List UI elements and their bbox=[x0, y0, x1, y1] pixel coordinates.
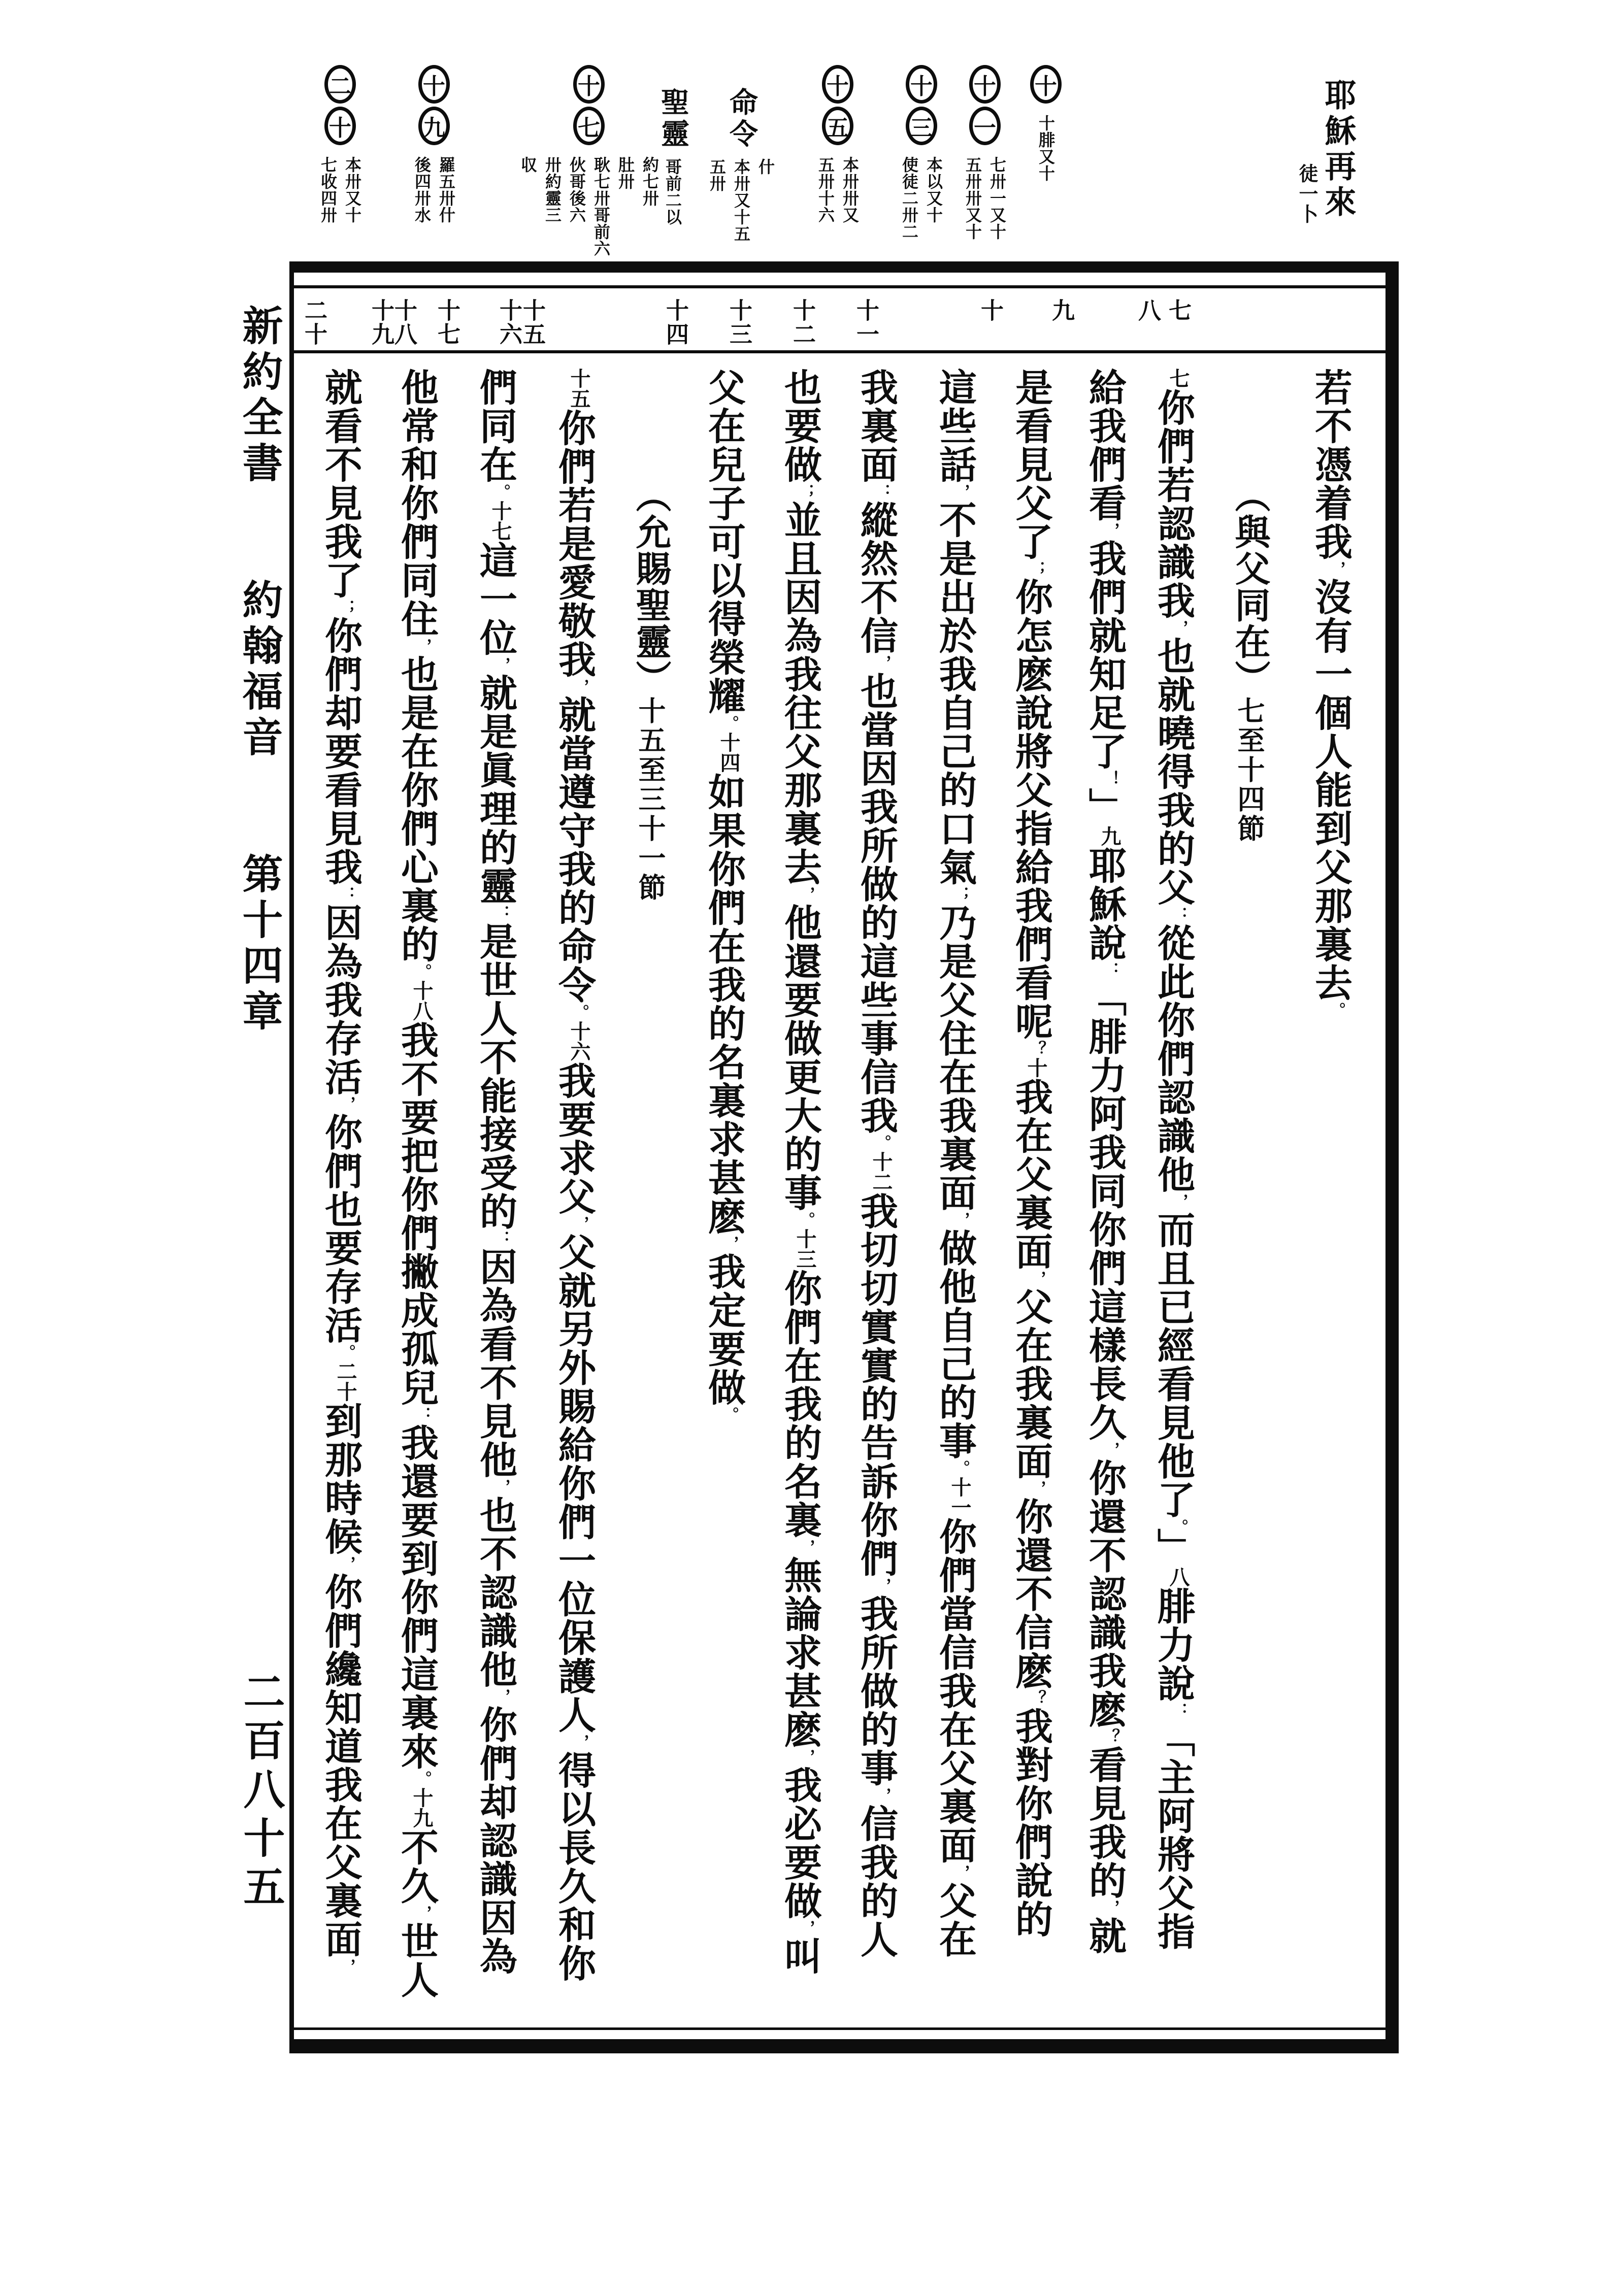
scripture-column bbox=[545, 368, 602, 2023]
annotation-group bbox=[1030, 65, 1062, 182]
circled-verse-number: 十 bbox=[324, 107, 356, 145]
inline-verse-number: 十二 bbox=[870, 1151, 893, 1192]
circled-verse-number: 一 bbox=[969, 107, 1001, 145]
scripture-column bbox=[467, 368, 523, 2023]
circled-verse-number: 十 bbox=[822, 65, 853, 104]
band-verse-number: 十 bbox=[977, 298, 1003, 322]
scripture-text: 耶穌說：「腓力阿我同你們這樣長久，你還不認識我麽？看見我的，就 bbox=[1083, 846, 1125, 1955]
scripture-text: 我在父裏面，父在我裏面，你還不信麽？我對你們說的 bbox=[1010, 1078, 1051, 1939]
punctuation: ： bbox=[338, 886, 355, 904]
section-heading: （允賜聖靈） bbox=[631, 477, 670, 696]
annotation-reference: 五卅卅又十 bbox=[964, 156, 982, 240]
punctuation: ， bbox=[1028, 1271, 1046, 1288]
inline-verse-number: 十六 bbox=[568, 1021, 590, 1062]
spine-title: 新約全書 約翰福音 第十四章 bbox=[236, 305, 281, 1036]
section-heading: （與父同在） bbox=[1230, 477, 1269, 696]
band-verse-number: 七 bbox=[1165, 298, 1191, 322]
scripture-text: 你們在我的名裏，無論求甚麽，我必要做，叫 bbox=[779, 1269, 820, 1976]
punctuation: ， bbox=[873, 1578, 891, 1595]
inline-verse-number: 二十 bbox=[334, 1361, 357, 1402]
punctuation: ， bbox=[338, 1096, 355, 1113]
scripture-column bbox=[312, 368, 369, 2023]
inline-verse-number: 十七 bbox=[489, 501, 512, 542]
punctuation: ， bbox=[1170, 1193, 1188, 1211]
punctuation: ； bbox=[952, 886, 970, 904]
punctuation: ， bbox=[721, 1236, 739, 1253]
circled-verse-number: 十 bbox=[573, 65, 605, 104]
section-heading-column bbox=[1220, 368, 1277, 2023]
punctuation: ： bbox=[492, 1230, 510, 1248]
annotation-references bbox=[518, 156, 660, 257]
annotation-group bbox=[412, 65, 456, 223]
circled-verse-number: 三 bbox=[906, 107, 937, 145]
punctuation: ？ bbox=[1028, 1690, 1046, 1707]
punctuation: ， bbox=[797, 1539, 815, 1556]
scripture-text: 這些話，不是出於我自己的口氣；乃是父住在我裏面，做他自己的事。 bbox=[934, 368, 975, 1477]
annotation-group bbox=[899, 65, 944, 240]
punctuation: ； bbox=[338, 600, 355, 617]
annotation-reference: 収 bbox=[519, 156, 537, 173]
inline-verse-number: 十一 bbox=[948, 1477, 971, 1518]
punctuation: 。 bbox=[721, 1407, 739, 1424]
scripture-text: 也要做；並且因為我往父那裏去，他還要做更大的事。 bbox=[779, 368, 820, 1229]
scripture-text: 不久，世人 bbox=[395, 1828, 437, 2000]
annotation-reference: 本卅又十五 bbox=[732, 158, 750, 242]
scripture-text: 腓力說：「主阿將父指 bbox=[1152, 1586, 1194, 1951]
scripture-column bbox=[388, 368, 445, 2023]
punctuation: ， bbox=[571, 1734, 589, 1751]
inline-verse-number: 十四 bbox=[717, 732, 740, 773]
punctuation: ， bbox=[492, 1479, 510, 1496]
annotation-reference: 五卅十六 bbox=[816, 156, 835, 223]
circled-verse-number: 十 bbox=[418, 65, 450, 104]
verse-band-rule bbox=[294, 350, 1385, 353]
punctuation: 。 bbox=[873, 1135, 891, 1152]
annotation-group bbox=[518, 65, 660, 257]
punctuation: ？ bbox=[1028, 1041, 1046, 1058]
punctuation: ： bbox=[1170, 907, 1188, 924]
scripture-text: 到那時候，你們纔知道我在父裏面， bbox=[319, 1402, 361, 1976]
annotation-references bbox=[1036, 115, 1056, 182]
annotation-catchword: 聖靈 bbox=[657, 87, 688, 150]
annotation-reference: 本卅又十 bbox=[343, 156, 361, 223]
circled-verse-number: 十 bbox=[969, 65, 1001, 104]
annotation-reference: 伙哥後六 bbox=[568, 156, 586, 223]
circled-verse-number: 十 bbox=[1030, 65, 1062, 104]
punctuation: ， bbox=[797, 886, 815, 904]
scripture-column bbox=[1144, 368, 1201, 2023]
running-head-title: 耶穌再來 bbox=[1320, 79, 1355, 221]
running-head-reference: 徒一卜 bbox=[1296, 163, 1317, 224]
punctuation: ； bbox=[797, 484, 815, 501]
band-verse-number: 十四 bbox=[663, 298, 688, 346]
inline-verse-number: 十九 bbox=[410, 1787, 433, 1828]
punctuation: ！ bbox=[1102, 771, 1119, 788]
page-number: 二百八十五 bbox=[238, 1670, 284, 1914]
scripture-column bbox=[1002, 368, 1059, 2023]
annotation-group bbox=[318, 65, 362, 223]
punctuation: ， bbox=[338, 1556, 355, 1573]
punctuation: ， bbox=[414, 638, 432, 655]
annotation-reference: 哥前二以 bbox=[664, 158, 682, 225]
scripture-text: 如果你們在我的名裏求甚麽，我定要做。 bbox=[703, 773, 744, 1424]
section-verse-range: 七至十四節 bbox=[1234, 696, 1264, 844]
punctuation: ， bbox=[571, 679, 589, 696]
punctuation: ？ bbox=[1102, 1728, 1119, 1746]
punctuation: 。 bbox=[721, 715, 739, 733]
punctuation: ： bbox=[414, 1407, 432, 1424]
scripture-text: 你們若是愛敬我，就當遵守我的命令。 bbox=[553, 409, 595, 1021]
punctuation: ： bbox=[1102, 962, 1119, 979]
annotation-group bbox=[707, 65, 776, 242]
punctuation: ， bbox=[873, 1787, 891, 1805]
scripture-text: 我要求父，父就另外賜給你們一位保護人，得以長久和你 bbox=[553, 1061, 595, 1983]
scripture-text: 這一位，就是眞理的靈：是世人不能接受的：因為看不見他，也不認識他，你們却認識因為 bbox=[474, 541, 516, 1976]
scripture-text: 若不憑着我，沒有一個人能到父那裏去。 bbox=[1309, 368, 1351, 1019]
annotation-reference: 後四卅水 bbox=[413, 156, 431, 223]
section-verse-range: 十五至三十一節 bbox=[635, 696, 665, 903]
scripture-text: 你們若認識我，也就曉得我的父：從此你們認識他，而且已經看見他了。」 bbox=[1152, 388, 1194, 1567]
scripture-column bbox=[1302, 368, 1359, 2023]
punctuation: ， bbox=[797, 1920, 815, 1937]
band-verse-number: 十九 bbox=[368, 298, 393, 346]
annotation-references bbox=[663, 158, 683, 225]
punctuation: ， bbox=[1102, 1900, 1119, 1917]
scripture-text: 你們當信我在父裏面，父在 bbox=[934, 1517, 975, 1959]
circled-verse-number: 二 bbox=[324, 65, 356, 104]
scripture-text: 給我們看，我們就知足了！」 bbox=[1083, 368, 1125, 826]
band-verse-number: 八 bbox=[1135, 298, 1160, 322]
punctuation: ， bbox=[952, 484, 970, 501]
scripture-text: 就看不見我了；你們却要看見我：因為我存活，你們也要存活。 bbox=[319, 368, 361, 1361]
inline-verse-number: 十五 bbox=[568, 368, 590, 409]
annotation-reference: 肚卅 bbox=[616, 156, 635, 190]
annotation-references bbox=[707, 158, 776, 242]
band-verse-number: 十二 bbox=[789, 298, 815, 346]
annotation-references bbox=[899, 156, 944, 240]
scripture-text: 父在兒子可以得榮耀。 bbox=[703, 368, 744, 733]
scripture-text: 是看見父了；你怎麽說將父指給我們看呢？ bbox=[1010, 368, 1051, 1058]
punctuation: 。 bbox=[414, 1771, 432, 1788]
punctuation: 。 bbox=[338, 1344, 355, 1361]
punctuation: 。 bbox=[952, 1460, 970, 1477]
circled-verse-number: 十 bbox=[906, 65, 937, 104]
band-verse-number: 十一 bbox=[853, 298, 878, 346]
punctuation: ， bbox=[952, 1212, 970, 1229]
scripture-column bbox=[926, 368, 983, 2023]
punctuation: ， bbox=[492, 657, 510, 674]
punctuation: ， bbox=[414, 1905, 432, 1922]
punctuation: ， bbox=[873, 655, 891, 672]
punctuation: 。 bbox=[1328, 1002, 1345, 1019]
scripture-column bbox=[695, 368, 752, 2023]
punctuation: 。 bbox=[797, 1212, 815, 1229]
band-verse-number: 十五 bbox=[519, 298, 545, 346]
annotation-catchword: 命令 bbox=[725, 87, 757, 150]
band-verse-number: 十三 bbox=[726, 298, 751, 346]
annotation-reference: 約七卅 bbox=[641, 156, 659, 207]
punctuation: ， bbox=[338, 1958, 355, 1976]
punctuation: ， bbox=[571, 1216, 589, 1233]
circled-verse-number: 九 bbox=[418, 107, 450, 145]
punctuation: ， bbox=[1028, 1480, 1046, 1498]
scripture-text: 我裏面：縱然不信，也當因我所做的這些事信我。 bbox=[855, 368, 897, 1152]
inline-verse-number: 十八 bbox=[410, 980, 433, 1021]
band-verse-number: 二十 bbox=[301, 298, 326, 346]
annotation-reference: 卅約靈三 bbox=[543, 156, 562, 223]
punctuation: 。 bbox=[414, 963, 432, 981]
scripture-text: 們同在。 bbox=[474, 368, 516, 501]
annotation-reference: 羅五卅什 bbox=[437, 156, 455, 223]
punctuation: ， bbox=[952, 1865, 970, 1882]
annotation-reference: 七卅一又十 bbox=[988, 156, 1006, 240]
annotation-reference: 七收四卅 bbox=[319, 156, 337, 223]
band-verse-number: 十七 bbox=[434, 298, 459, 346]
frame-inner-rule-bottom bbox=[294, 2027, 1385, 2030]
punctuation: 。 bbox=[571, 1004, 589, 1021]
annotation-references bbox=[815, 156, 860, 223]
annotation-reference: 耿七卅哥前六 bbox=[592, 156, 610, 257]
annotation-references bbox=[412, 156, 456, 223]
inline-verse-number: 十三 bbox=[794, 1228, 816, 1270]
annotation-references bbox=[963, 156, 1007, 240]
scripture-text: 他常和你們同住，也是在你們心裏的。 bbox=[395, 368, 437, 981]
punctuation: ； bbox=[1028, 561, 1046, 578]
punctuation: ： bbox=[1170, 1702, 1188, 1719]
punctuation: 。 bbox=[492, 484, 510, 501]
annotation-reference: 五卅 bbox=[708, 158, 726, 192]
annotation-reference: 十腓又十 bbox=[1037, 115, 1055, 182]
punctuation: ， bbox=[1170, 620, 1188, 637]
punctuation: ， bbox=[1328, 561, 1345, 578]
inline-verse-number: 十 bbox=[1025, 1057, 1047, 1078]
section-heading-column bbox=[621, 368, 678, 2023]
punctuation: 。 bbox=[1170, 1519, 1188, 1528]
scripture-column bbox=[847, 368, 904, 2023]
annotation-group bbox=[963, 65, 1007, 240]
annotation-reference: 什 bbox=[756, 158, 775, 175]
punctuation: ， bbox=[492, 1688, 510, 1706]
band-verse-number: 十六 bbox=[496, 298, 521, 346]
inline-verse-number: 九 bbox=[1098, 826, 1121, 847]
circled-verse-number: 七 bbox=[573, 107, 605, 145]
frame-inner-rule-top bbox=[294, 285, 1385, 288]
punctuation: ： bbox=[492, 905, 510, 922]
scripture-column bbox=[1076, 368, 1133, 2023]
punctuation: ， bbox=[1102, 1442, 1119, 1459]
band-verse-number: 九 bbox=[1048, 298, 1074, 322]
inline-verse-number: 八 bbox=[1167, 1566, 1190, 1587]
annotation-references bbox=[318, 156, 362, 223]
band-verse-number: 十八 bbox=[391, 298, 416, 346]
inline-verse-number: 七 bbox=[1167, 368, 1190, 388]
scripture-text: 我切切實實的告訴你們，我所做的事，信我的人 bbox=[855, 1192, 897, 1959]
punctuation: ， bbox=[1102, 522, 1119, 540]
punctuation: ： bbox=[873, 484, 891, 501]
annotation-reference: 使徒二卅二 bbox=[900, 156, 918, 240]
scripture-text: 我不要把你們撇成孤兒：我還要到你們這裏來。 bbox=[395, 1021, 437, 1788]
annotation-group bbox=[815, 65, 860, 223]
annotation-reference: 本卅卅又 bbox=[841, 156, 859, 223]
annotation-reference: 本以又十 bbox=[925, 156, 943, 223]
punctuation: ， bbox=[797, 1749, 815, 1766]
circled-verse-number: 五 bbox=[822, 107, 853, 145]
scripture-column bbox=[771, 368, 828, 2023]
